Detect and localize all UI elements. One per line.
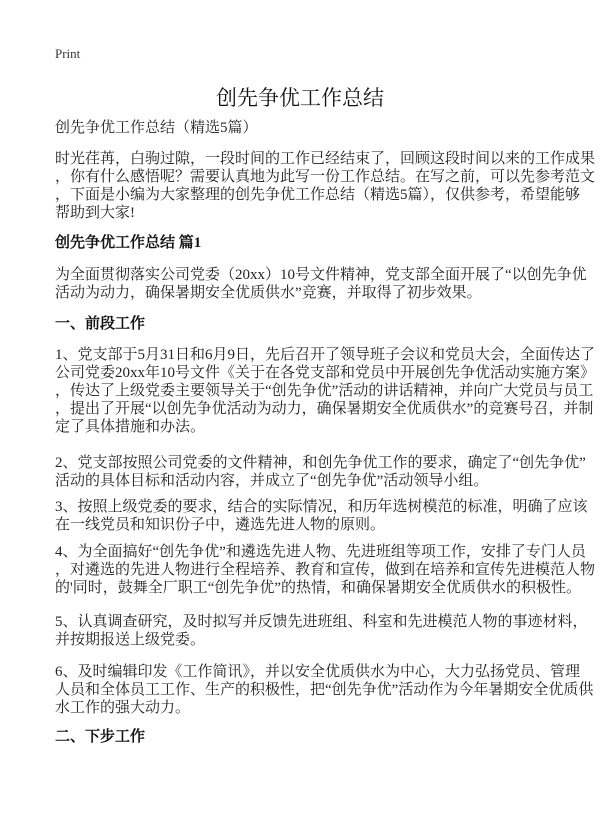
text-line: 创先争优工作总结 篇1	[55, 235, 202, 251]
document-title: 创先争优工作总结	[216, 86, 384, 110]
paragraph	[55, 663, 593, 717]
text-line: 的'同时，鼓舞全厂职工“创先争优”的热情，和确保暑期安全优质供水的积极性。	[55, 580, 582, 596]
text-line: 6、及时编辑印发《工作简讯》，并以安全优质供水为中心，大力弘扬党员、管理	[55, 664, 581, 680]
text-line: 活动的具体目标和活动内容，并成立了“创先争优”活动领导小组。	[55, 473, 489, 489]
paragraph	[55, 266, 587, 302]
text-line: 3、按照上级党委的要求，结合的实际情况，和历年选树模范的标准，明确了应该	[55, 499, 588, 515]
text-line: 1、党支部于5月31日和6月9日，先后召开了领导班子会议和党员大会，全面传达了	[55, 347, 596, 363]
text-line: ，你有什么感悟呢？需要认真地为此写一份工作总结。在写之前，可以先参考范文	[55, 169, 596, 185]
text-line: ，提出了开展“以创先争优活动为动力，确保暑期安全优质供水”的竞赛号召，并制	[55, 401, 594, 417]
section-heading	[55, 234, 201, 252]
paragraph	[55, 613, 588, 649]
text-line: 帮助到大家!	[55, 205, 135, 221]
document-subtitle: 创先争优工作总结（精选5篇）	[55, 120, 258, 136]
text-line: 一、前段工作	[55, 316, 146, 332]
text-line: 在一线党员和知识份子中，遴选先进人物的原则。	[55, 517, 386, 533]
text-line: 4、为全面搞好“创先争优”和遴选先进人物、先进班组等项工作，安排了专门人员	[55, 544, 586, 560]
text-line: 定了具体措施和办法。	[55, 419, 206, 435]
section-heading	[55, 315, 145, 333]
text-line: 2、党支部按照公司党委的文件精神，和创先争优工作的要求，确定了“创先争优”	[55, 455, 586, 471]
text-line: 并按期报送上级党委。	[55, 632, 206, 648]
text-line: 二、下步工作	[55, 729, 146, 745]
paragraph	[55, 498, 588, 534]
text-line: 为全面贯彻落实公司党委（20xx）10号文件精神，党支部全面开展了“以创先争优	[55, 267, 587, 283]
text-line: 公司党委20xx年10号文件《关于在各党支部和党员中开展创先争优活动实施方案》	[55, 365, 596, 381]
text-line: 活动为动力，确保暑期安全优质供水”竞赛，并取得了初步效果。	[55, 285, 482, 301]
text-line: ，对遴选的先进人物进行全程培养、教育和宣传，做到在培养和宣传先进模范人物	[55, 562, 596, 578]
text-line: 5、认真调查研究，及时拟写并反馈先进班组、科室和先进模范人物的事迹材料，	[55, 614, 588, 630]
paragraph	[55, 543, 595, 597]
paragraph	[55, 150, 595, 222]
text-line: 人员和全体员工工作、生产的积极性，把“创先争优”活动作为今年暑期安全优质供	[55, 682, 594, 698]
print-link[interactable]: Print	[55, 46, 81, 61]
text-line: ，下面是小编为大家整理的创先争优工作总结（精选5篇），仅供参考，希望能够	[55, 187, 581, 203]
paragraph	[55, 346, 595, 436]
text-line: 水工作的强大动力。	[55, 700, 191, 716]
paragraph	[55, 454, 586, 490]
section-heading	[55, 728, 145, 746]
text-line: ，传达了上级党委主要领导关于“创先争优”活动的讲话精神，并向广大党员与员工	[55, 383, 594, 399]
text-line: 时光荏苒，白驹过隙，一段时间的工作已经结束了，回顾这段时间以来的工作成果	[55, 151, 596, 167]
